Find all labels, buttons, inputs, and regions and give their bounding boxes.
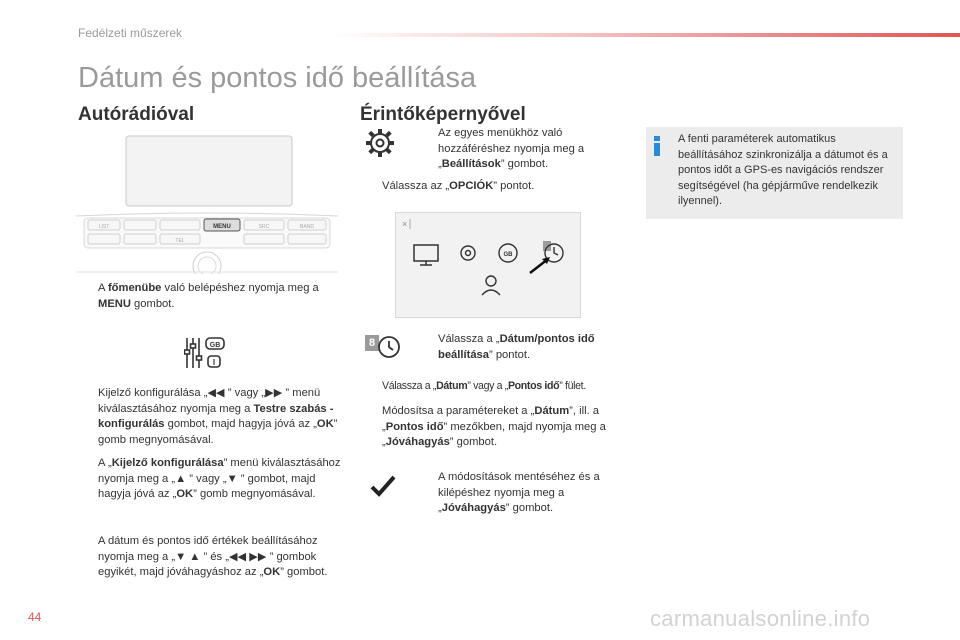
touchscreen-illustration <box>395 212 581 318</box>
info-icon <box>652 135 662 157</box>
i-badge-label: I <box>212 358 216 367</box>
gear-icon <box>364 127 396 159</box>
left-step-4: A dátum és pontos idő értékek beállításához nyomja meg a „▼ ▲ ” és „◀◀ ▶▶ ” gombok egyikét, majd jóváhagyáshoz az „OK” gombot. <box>98 535 328 578</box>
band-button-label: BAND <box>300 224 314 230</box>
left-step-2: Kijelző konfigurálása „◀◀ ” vagy „▶▶ ” menü kiválasztásához nyomja meg a Testre szabás - konfigurálás gombot, majd hagyja jóvá az „OK” gomb megnyomásával. <box>98 387 338 446</box>
src-button-label: SRC <box>258 224 270 230</box>
settings-sliders-icon <box>184 336 228 370</box>
menu-button-label: MENU <box>213 224 231 230</box>
watermark: carmanualsonline.info <box>650 606 871 631</box>
down-arrow-icon: ▼ <box>175 550 187 563</box>
header-rule <box>330 33 960 37</box>
left-step-1: A főmenübe való belépéshez nyomja meg a MENU gombot. <box>98 282 319 310</box>
right-step-4: Válassza a „Dátum” vagy a „Pontos idő” fület. <box>382 380 586 392</box>
right-step-6: A módosítások mentéséhez és a kilépéshez nyomja meg a „Jóváhagyás” gombot. <box>438 471 600 514</box>
left-column-heading: Autórádióval <box>78 104 195 125</box>
language-gb-icon <box>499 244 517 262</box>
right-step-2: Válassza az „OPCIÓK” pontot. <box>382 180 535 192</box>
double-right-arrow-icon: ▶▶ <box>249 550 267 563</box>
tel-button-label: TEL <box>175 238 185 244</box>
checkmark-icon <box>370 474 396 498</box>
down-arrow-icon: ▼ <box>226 472 238 485</box>
info-text: A fenti paraméterek automatikus beállításához szinkronizálja a dátumot és a pontos időt a GPS-es navigációs rendszer segítségével (ha gépjárműve rendelkezik ilyennel). <box>678 133 888 207</box>
monitor-icon <box>414 245 438 265</box>
right-step-1: Az egyes menükhöz való hozzáféréshez nyomja meg a „Beállítások” gombot. <box>438 127 585 170</box>
profile-icon <box>482 276 500 295</box>
double-right-arrow-icon: ▶▶ <box>265 387 283 399</box>
page-number: 44 <box>28 610 42 624</box>
clock-icon <box>376 334 402 360</box>
right-step-3: Válassza a „Dátum/pontos idő beállítása” pontot. <box>438 333 595 361</box>
svg-text:GB: GB <box>503 252 513 258</box>
left-step-3: A „Kijelző konfigurálása” menü kiválasztásához nyomja meg a „▲ ” vagy „▼ ” gombot, majd hagyja jóvá az „OK” gomb megnyomásával. <box>98 457 341 500</box>
right-column-heading: Érintőképernyővel <box>360 104 526 125</box>
gb-badge-label: GB <box>209 342 221 349</box>
up-arrow-icon: ▲ <box>189 550 201 563</box>
callout-badge: 8 <box>365 335 379 351</box>
list-button-label: LIST <box>98 224 110 230</box>
page-title: Dátum és pontos idő beállítása <box>78 62 477 94</box>
radio-panel-illustration <box>76 128 338 274</box>
up-arrow-icon: ▲ <box>175 472 187 485</box>
right-step-5: Módosítsa a paramétereket a „Dátum”, ill. a „Pontos idő” mezőkben, majd nyomja meg a „Jóváhagyás” gombot. <box>382 405 606 448</box>
double-left-arrow-icon: ◀◀ <box>228 550 247 563</box>
section-label: Fedélzeti műszerek <box>78 26 183 40</box>
screen-close-mark: × <box>402 219 408 229</box>
double-left-arrow-icon: ◀◀ <box>207 387 225 399</box>
small-gear-icon <box>461 246 475 260</box>
